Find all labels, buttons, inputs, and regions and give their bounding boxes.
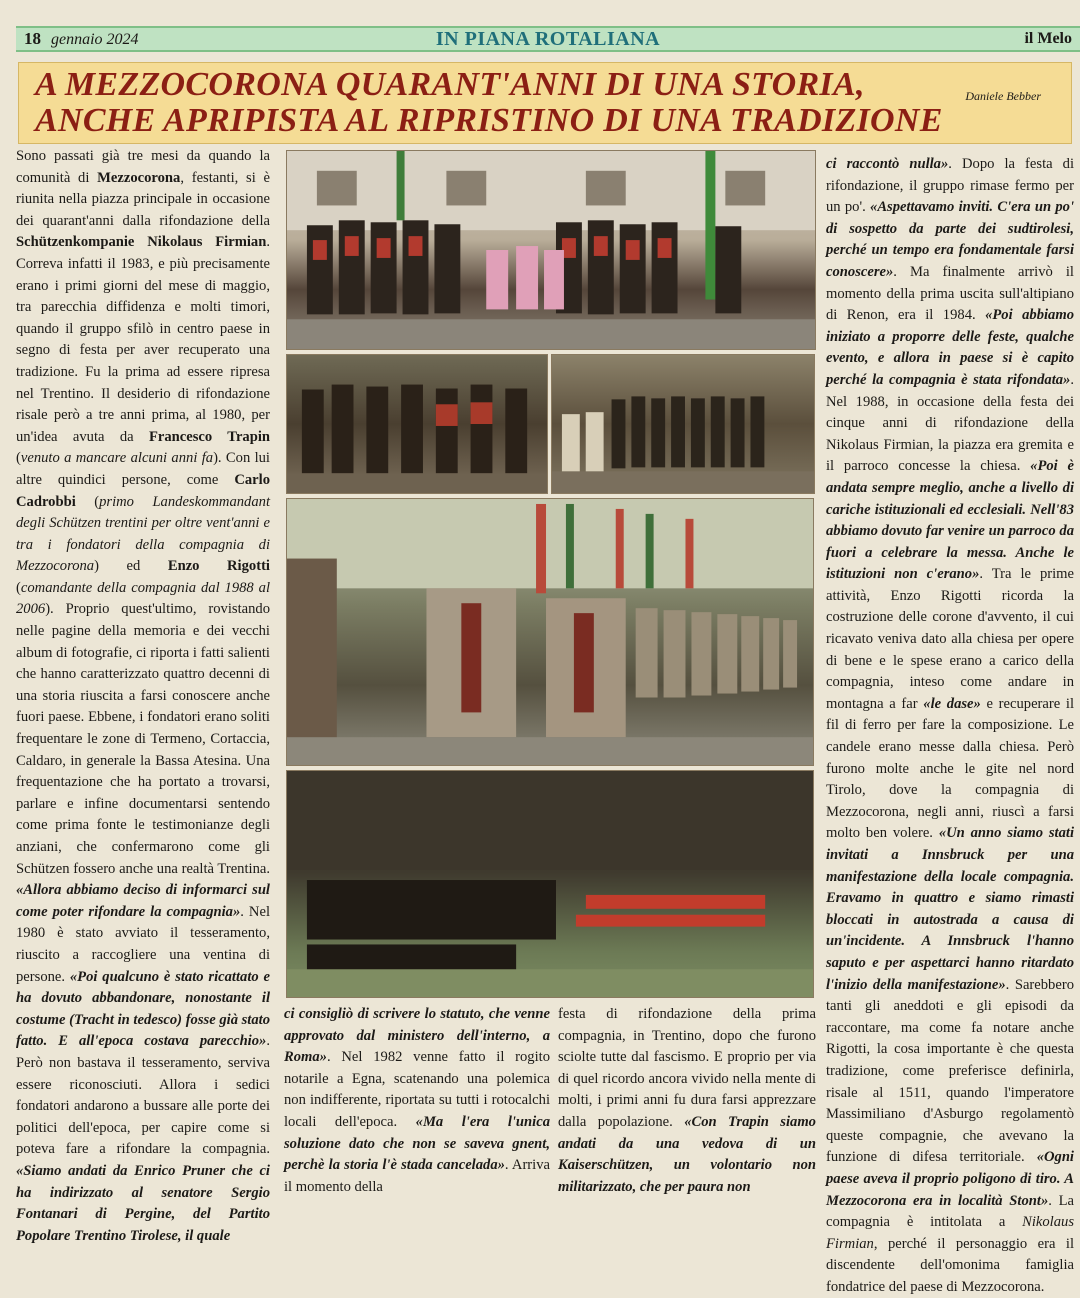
section-header-bar: [16, 26, 1080, 52]
text-run: . Sarebbero tanti gli aneddoti e gli episodi da raccontare, ma come fa notare anche Rigotti, la cosa importante è che questa tradizione, come preferisce definirla, risale al 1511, quando l'imperatore Massimiliano d'Asburgo regolamentò queste compagnie, che avevano la funzione di difesa territoriale.: [826, 976, 1074, 1166]
quote: «Ogni paese aveva il proprio poligono di tiro. A Mezzocorona era in località Stont»: [826, 1149, 1074, 1209]
photo-march-street: [286, 498, 814, 766]
photo-parade-line: [551, 354, 815, 494]
text-run: e recuperare il fil di ferro per fare la composizione. Le candele erano messe dalla chiesa. Però furono molte anche le gite nel nord Tirolo, dove la compagnia di Mezzocorona, negli anni, riuscì a farsi molto ben volere.: [826, 695, 1075, 842]
text-italic: comandante della compagnia dal 1988 al 2006: [16, 579, 270, 618]
photo-mass-gathering: [286, 770, 814, 998]
text-run: ). Con lui altre quindici persone, come: [16, 450, 270, 488]
text-run: . Nel 1980 è stato avviato il tesseramento, riuscito a raccogliere una ventina di persone.: [16, 903, 270, 985]
article-author: Daniele Bebber: [965, 89, 1041, 103]
text-bold: Schützenkompanie Nikolaus Firmian: [16, 234, 267, 251]
text-run: . Arriva il momento della: [284, 1157, 550, 1195]
text-italic: Nikolaus Firmian: [826, 1214, 1074, 1252]
article-headline: [18, 62, 1072, 144]
page-info: [24, 29, 139, 49]
photo-group-portrait: [286, 150, 816, 350]
article-column-4: [826, 154, 1074, 1298]
text-run: , festanti, si è riunita nella piazza principale in occasione dei quarant'anni dalla rifondazione della: [16, 169, 270, 229]
quote: ci consigliò di scrivere lo statuto, che venne approvato dal ministero dell'interno, a Roma»: [284, 1006, 550, 1066]
section-title: IN PIANA ROTALIANA: [435, 27, 661, 50]
quote: «le dase»: [923, 695, 981, 712]
quote: «Aspettavamo inviti. C'era un po' di sospetto da parte dei sudtirolesi, perché un tempo era fondamentale farsi conoscere»: [826, 199, 1074, 280]
text-bold: Mezzocorona: [97, 169, 181, 186]
text-bold: Carlo Cadrobbi: [16, 471, 270, 510]
page-number: 18: [24, 29, 41, 48]
text-run: , perché il personaggio era il discendente dell'omonima famiglia fondatrice del paese di Mezzocorona.: [826, 1235, 1074, 1295]
issue-date: gennaio 2024: [51, 31, 139, 48]
headline-line-2: ANCHE APRIPISTA AL RIPRISTINO DI UNA TRADIZIONE: [35, 102, 943, 139]
text-run: (: [16, 450, 21, 467]
text-italic: venuto a mancare alcuni anni fa: [20, 450, 214, 467]
quote: «Poi abbiamo iniziato a proporre delle feste, qualche evento, e allora in paese si è capito perché la compagnia è stata rifondata»: [826, 307, 1074, 388]
text-run: Sono passati già tre mesi da quando la comunità di: [16, 148, 270, 186]
headline-line-1: A MEZZOCORONA QUARANT'ANNI DI UNA STORIA,: [35, 66, 865, 103]
quote: «Con Trapin siamo andati da una vedova di un Kaiserschützen, un volontario non militarizzato, che per paura non: [558, 1113, 816, 1195]
text-run: ). Proprio quest'ultimo, rovistando nelle pagine della memoria e dei vecchi album di fotografie, ci riporta i fatti salienti che hanno caratterizzato quattro decenni di una storia riuscita a farsi conoscere anche fuori paese. Ebbene, i fondatori erano soliti frequentare le zone di Termeno, Cortaccia, Caldaro, in generale la Bassa Atesina. Una frequentazione che ha portato a trovarsi, parlare e infine documentarsi sentendo come prima fonte le testimonianze degli anziani, che confermarono come gli Schützen fossero anche una realtà Trentina.: [16, 601, 270, 877]
text-italic: primo Landeskommandant degli Schützen trentini per oltre vent'anni e tra i fondatori della compagnia di Mezzocorona: [16, 493, 271, 575]
quote: «Siamo andati da Enrico Pruner che ci ha indirizzato al senatore Sergio Fontanari di Pergine, del Partito Popolare Trentino Tirolese, il quale: [16, 1162, 270, 1244]
publication-name: il Melo: [1024, 30, 1072, 47]
text-bold: Enzo Rigotti: [167, 558, 270, 575]
article-column-2: [284, 1004, 550, 1198]
text-bold: Francesco Trapin: [148, 428, 271, 445]
quote: «Poi qualcuno è stato ricattato e ha dovuto abbandonare, nonostante il costume (Tracht in tedesco) fosse già stato fatto. E all'epoca costava parecchio»: [16, 968, 271, 1050]
text-run: . Tra le prime attività, Enzo Rigotti ricorda la costruzione delle corone d'avvento, il cui ricavato veniva dato alla chiesa per opere di bene e le spese erano a carico della compagnia, inteso come andare in montagna a far: [826, 566, 1074, 712]
quote: «Ma l'era l'unica soluzione dato che non se saveva gnent, perchè la storia l'è stada cancelada»: [284, 1113, 550, 1174]
text-run: ) ed: [94, 558, 168, 575]
text-run: . Nel 1982 venne fatto il rogito notarile a Egna, scatenando una polemica non indifferente, riportata su tutti i rotocalchi locali dell'epoca.: [284, 1049, 550, 1130]
text-run: . Nel 1988, in occasione della festa dei cinque anni di rifondazione della Nikolaus Firmian, la piazza era gremita e il parroco concesse la chiesa.: [826, 371, 1074, 475]
text-run: festa di rifondazione della prima compagnia, in Trentino, dopo che furono sciolte tutte dal fascismo. E proprio per via di quel ricordo ancora vivido nella mente di molti, i primi anni fu dura farsi apprezzare dalla popolazione.: [558, 1006, 816, 1130]
quote: «Allora abbiamo deciso di informarci sul come poter rifondare la compagnia»: [16, 882, 270, 920]
quote: «Un anno siamo stati invitati a Innsbruck per una manifestazione della locale compagnia. Eravamo in quattro e siamo rimasti bloccati in autostrada a causa di un'incidente. A Innsbruck l'hanno saputo e per aspettarci hanno ritardato l'inizio della manifestazione»: [826, 825, 1075, 993]
text-run: (: [16, 579, 21, 596]
text-run: . Dopo la festa di rifondazione, il gruppo rimase fermo per un po'.: [826, 156, 1074, 216]
text-run: (: [75, 493, 100, 510]
text-run: . Ma finalmente arrivò il momento della prima uscita sull'altipiano di Renon, era il 1984.: [826, 263, 1074, 324]
photo-company-indoor: [286, 354, 548, 494]
article-column-1: [16, 146, 270, 1247]
text-run: . Correva infatti il 1983, e più precisamente erano i primi giorni del mese di maggio, tra parecchia diffidenza e molti timori, quando il gruppo sfilò in centro paese in segno di festa per aver recuperato una tradizione. Fu la prima ad essere ripresa nel Trentino. Il desiderio di rifondazione risale però a tre anni prima, al 1980, per un'idea avuta da: [16, 234, 270, 445]
article-column-3: [558, 1004, 816, 1198]
quote: ci raccontò nulla»: [826, 156, 949, 172]
text-run: . Però non bastava il tesseramento, serviva essere riconosciuti. Allora i sedici fondatori andarono a bussare alle porte dei politici dell'epoca, per capire come si poteva fare a rifondare la compagnia.: [16, 1033, 270, 1158]
quote: «Poi è andata sempre meglio, anche a livello di cariche istituzionali ed ecclesiali. Nell'83 abbiamo dovuto far venire un parroco da fuori a celebrare la messa. Anche le istituzioni non c'erano»: [826, 458, 1074, 583]
text-run: . La compagnia è intitolata a: [826, 1192, 1074, 1231]
